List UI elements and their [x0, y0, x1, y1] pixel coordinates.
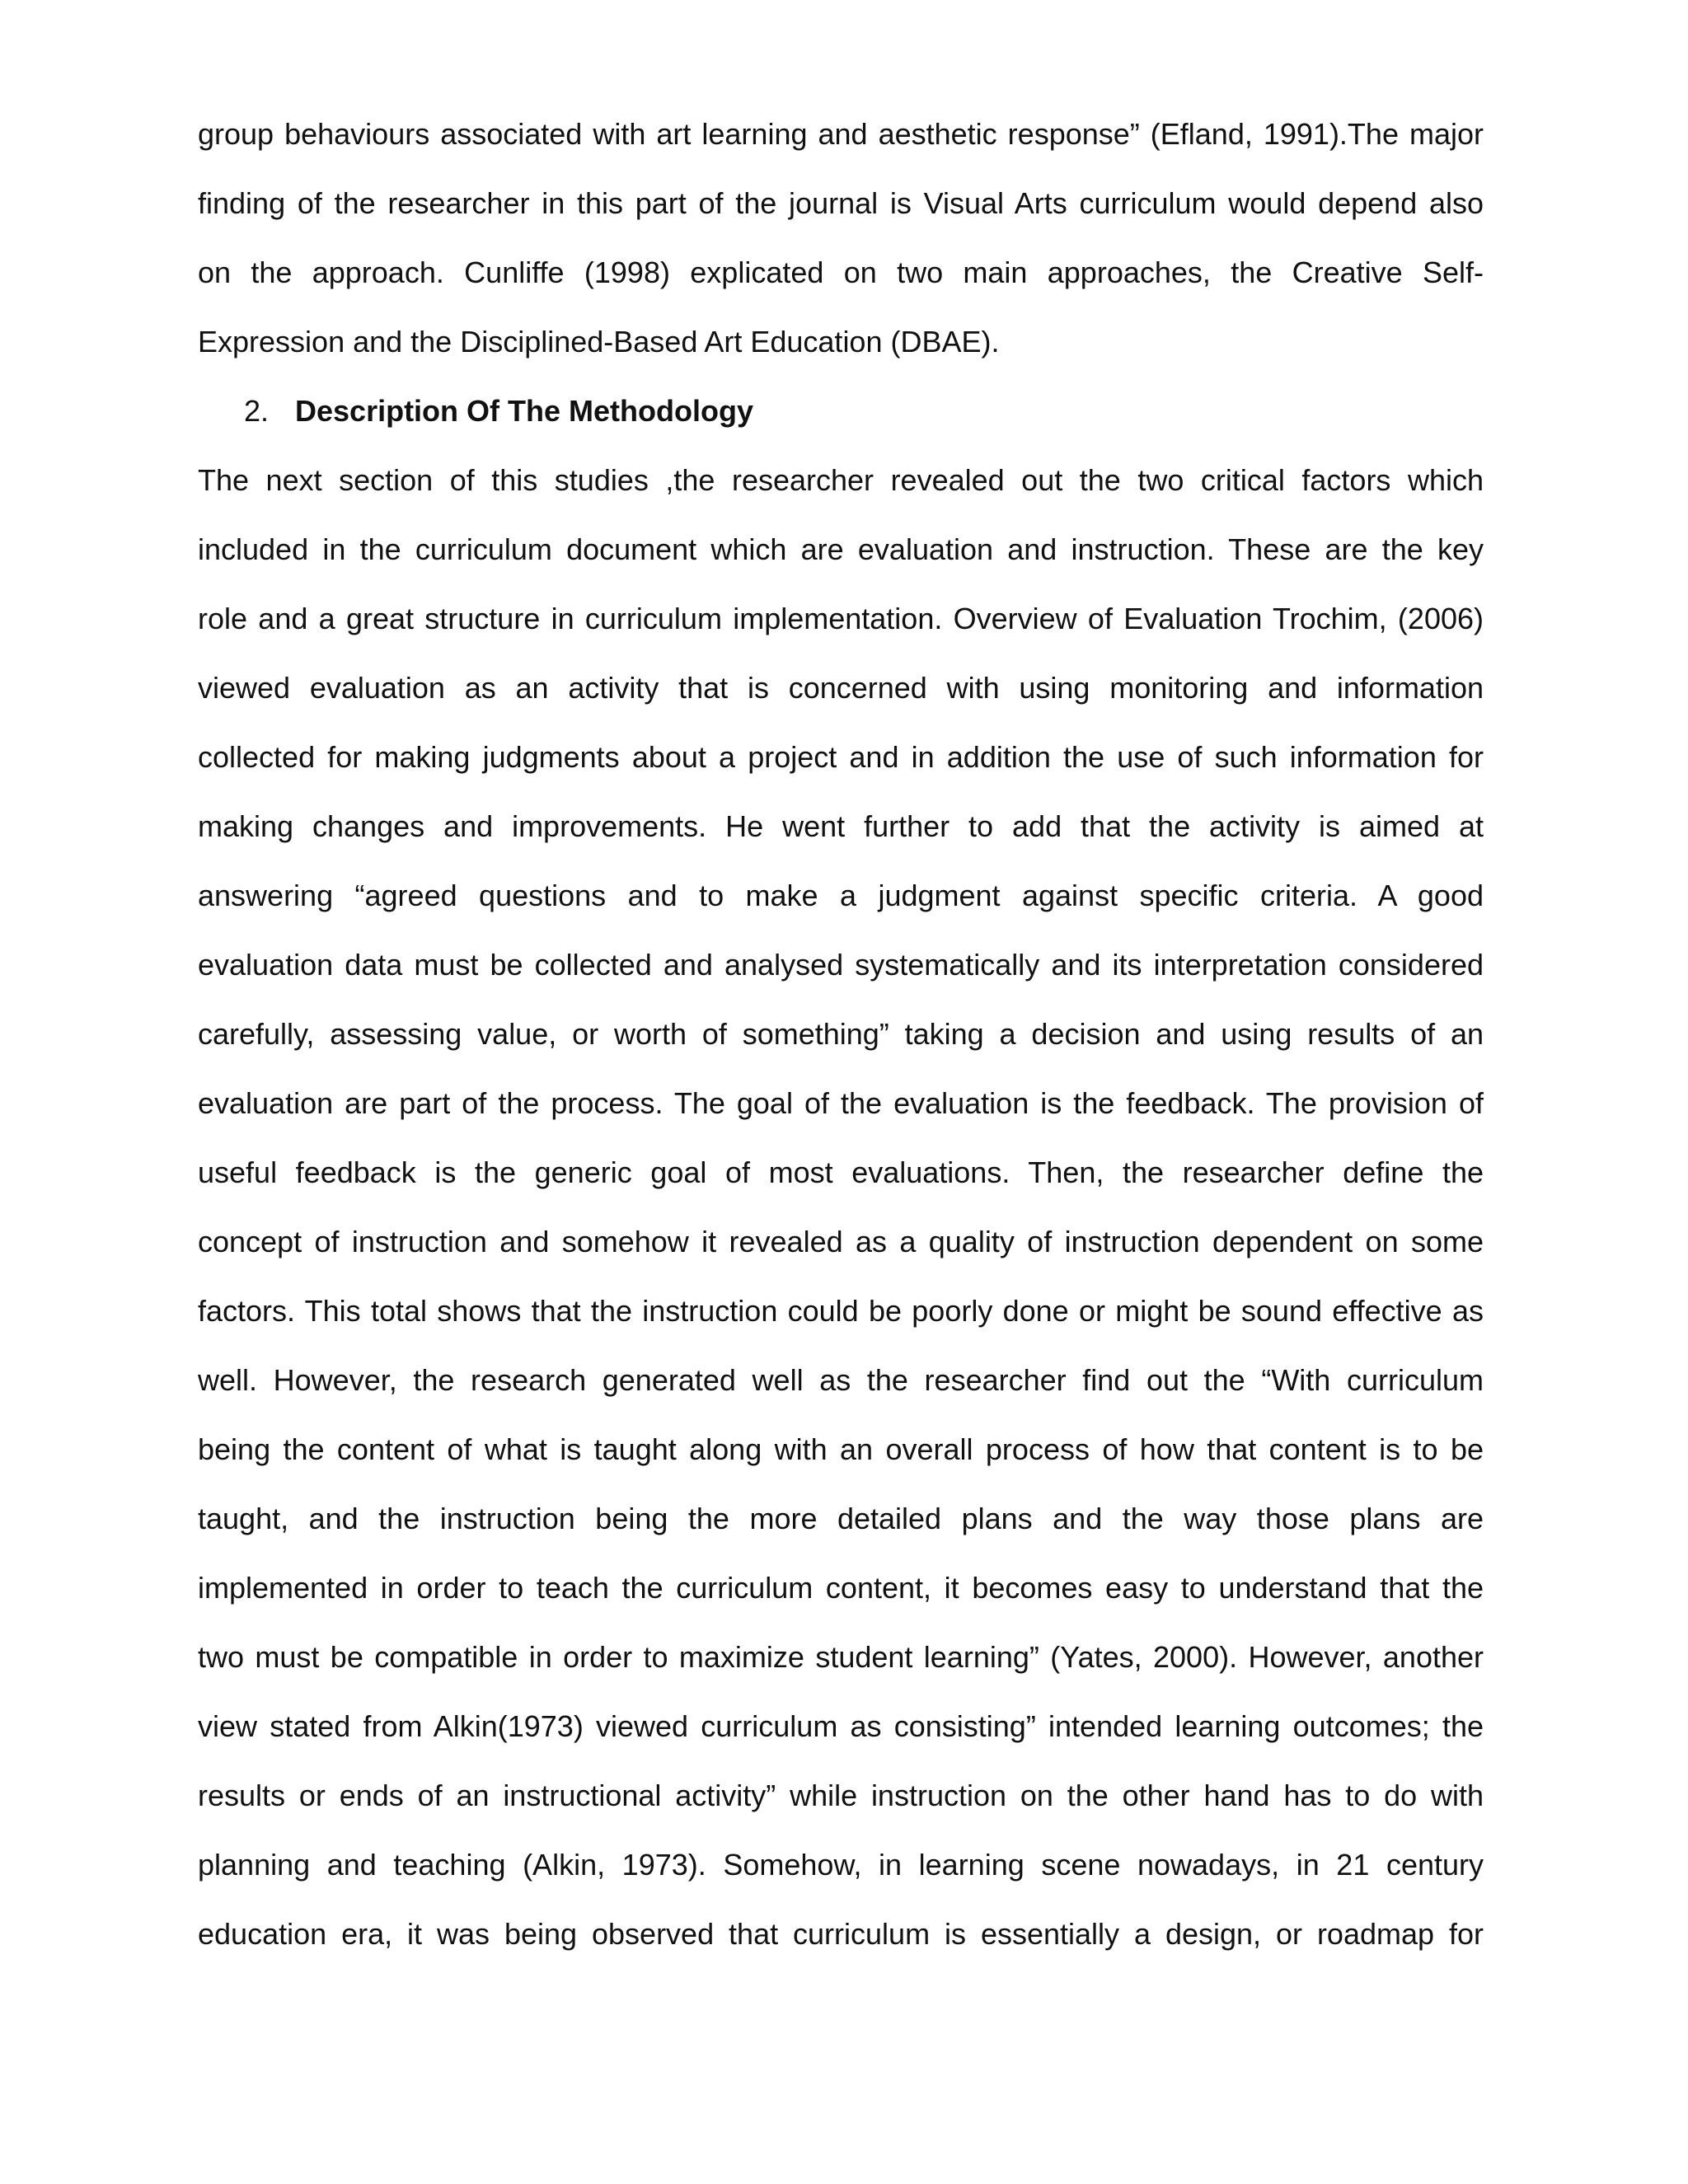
text-line: useful feedback is the generic goal of most evaluations. Then, the researcher define the: [198, 1155, 1484, 1189]
text-line: being the content of what is taught along with an overall process of how that content is to be: [198, 1432, 1484, 1466]
text-line: two must be compatible in order to maximize student learning” (Yates, 2000). However, another: [198, 1640, 1484, 1674]
text-line: answering “agreed questions and to make a judgment against specific criteria. A good: [198, 879, 1484, 912]
text-line: well. However, the research generated well as the researcher find out the “With curriculum: [198, 1363, 1484, 1397]
text-line: The next section of this studies ,the researcher revealed out the two critical factors which: [198, 463, 1484, 497]
text-line: on the approach. Cunliffe (1998) explicated on two main approaches, the Creative Self-: [198, 255, 1484, 289]
text-line: implemented in order to teach the curriculum content, it becomes easy to understand that the: [198, 1571, 1484, 1605]
text-line: results or ends of an instructional activity” while instruction on the other hand has to do with: [198, 1779, 1484, 1812]
text-line: group behaviours associated with art learning and aesthetic response” (Efland, 1991).The major: [198, 117, 1484, 151]
paragraph-methodology: [198, 460, 1484, 1983]
text-line: taught, and the instruction being the more detailed plans and the way those plans are: [198, 1502, 1484, 1535]
text-line: planning and teaching (Alkin, 1973). Somehow, in learning scene nowadays, in 21 century: [198, 1848, 1484, 1882]
text-line: evaluation data must be collected and analysed systematically and its interpretation considered: [198, 948, 1484, 982]
text-line: concept of instruction and somehow it revealed as a quality of instruction dependent on some: [198, 1225, 1484, 1258]
text-line: view stated from Alkin(1973) viewed curriculum as consisting” intended learning outcomes; the: [198, 1709, 1484, 1743]
text-line: role and a great structure in curriculum implementation. Overview of Evaluation Trochim, (2006): [198, 602, 1484, 635]
text-line: factors. This total shows that the instruction could be poorly done or might be sound effective as: [198, 1294, 1484, 1328]
text-line: collected for making judgments about a project and in addition the use of such information for: [198, 740, 1484, 774]
text-line: education era, it was being observed that curriculum is essentially a design, or roadmap for: [198, 1917, 1484, 1951]
text-line: making changes and improvements. He went further to add that the activity is aimed at: [198, 809, 1484, 843]
text-line: included in the curriculum document which are evaluation and instruction. These are the key: [198, 532, 1484, 566]
text-line: carefully, assessing value, or worth of something” taking a decision and using results of an: [198, 1017, 1484, 1051]
paragraph-intro: [198, 114, 1484, 391]
text-line: finding of the researcher in this part of the journal is Visual Arts curriculum would depend also: [198, 186, 1484, 220]
text-line: evaluation are part of the process. The goal of the evaluation is the feedback. The provision of: [198, 1086, 1484, 1120]
text-line: viewed evaluation as an activity that is concerned with using monitoring and information: [198, 671, 1484, 705]
text-line: Expression and the Disciplined-Based Art Education (DBAE).: [198, 325, 1000, 359]
section-heading: 2. Description Of The Methodology: [198, 391, 753, 432]
section-title: Description Of The Methodology: [295, 394, 753, 428]
